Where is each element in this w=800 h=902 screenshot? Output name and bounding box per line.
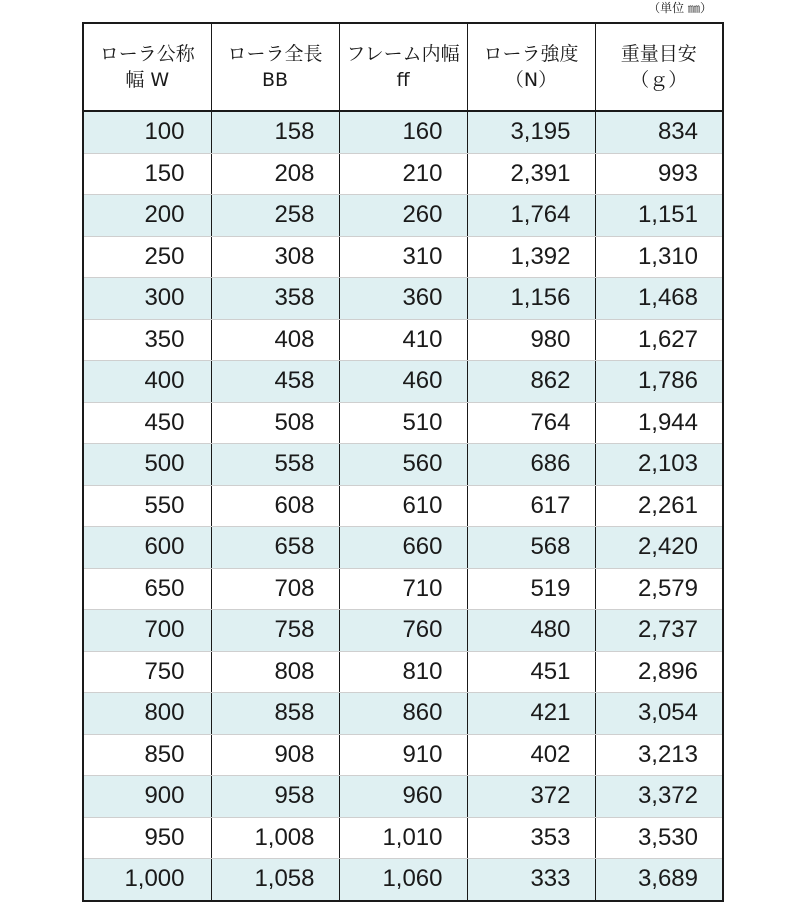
cell-frame-inner-width: 960: [339, 776, 467, 818]
cell-weight-estimate: 1,151: [595, 195, 723, 237]
cell-roller-strength: 862: [467, 361, 595, 403]
table-row: [83, 527, 723, 569]
table-row: [83, 319, 723, 361]
table-row: [83, 859, 723, 901]
table-row: [83, 568, 723, 610]
cell-total-length: 808: [211, 651, 339, 693]
cell-frame-inner-width: 260: [339, 195, 467, 237]
header-label: ローラ全長: [227, 43, 323, 65]
cell-frame-inner-width: 910: [339, 734, 467, 776]
header-sublabel: BB: [261, 69, 289, 91]
header-sublabel: （ｇ）: [630, 69, 688, 91]
cell-weight-estimate: 2,103: [595, 444, 723, 486]
cell-total-length: 1,058: [211, 859, 339, 901]
cell-weight-estimate: 3,054: [595, 693, 723, 735]
header-label: ローラ強度: [483, 43, 579, 65]
cell-roller-strength: 519: [467, 568, 595, 610]
table-row: [83, 236, 723, 278]
cell-frame-inner-width: 210: [339, 153, 467, 195]
cell-roller-strength: 333: [467, 859, 595, 901]
cell-weight-estimate: 3,372: [595, 776, 723, 818]
cell-frame-inner-width: 160: [339, 111, 467, 153]
cell-nominal-width: 100: [83, 111, 211, 153]
table-row: [83, 651, 723, 693]
cell-weight-estimate: 993: [595, 153, 723, 195]
cell-total-length: 708: [211, 568, 339, 610]
cell-roller-strength: 2,391: [467, 153, 595, 195]
cell-frame-inner-width: 760: [339, 610, 467, 652]
cell-frame-inner-width: 660: [339, 527, 467, 569]
header-total-length: [211, 23, 339, 111]
cell-weight-estimate: 3,213: [595, 734, 723, 776]
cell-roller-strength: 1,156: [467, 278, 595, 320]
header-sublabel: 幅 W: [125, 69, 170, 91]
cell-weight-estimate: 834: [595, 111, 723, 153]
cell-total-length: 658: [211, 527, 339, 569]
header-frame-inner-width: [339, 23, 467, 111]
cell-weight-estimate: 2,579: [595, 568, 723, 610]
cell-frame-inner-width: 710: [339, 568, 467, 610]
cell-roller-strength: 980: [467, 319, 595, 361]
cell-nominal-width: 500: [83, 444, 211, 486]
table-row: [83, 444, 723, 486]
cell-total-length: 608: [211, 485, 339, 527]
header-label: フレーム内幅: [346, 43, 460, 65]
cell-total-length: 908: [211, 734, 339, 776]
cell-weight-estimate: 2,420: [595, 527, 723, 569]
cell-roller-strength: 764: [467, 402, 595, 444]
cell-total-length: 758: [211, 610, 339, 652]
table-row: [83, 153, 723, 195]
cell-frame-inner-width: 610: [339, 485, 467, 527]
cell-roller-strength: 421: [467, 693, 595, 735]
cell-roller-strength: 686: [467, 444, 595, 486]
cell-frame-inner-width: 1,010: [339, 817, 467, 859]
header-nominal-width: [83, 23, 211, 111]
table-row: [83, 278, 723, 320]
cell-roller-strength: 568: [467, 527, 595, 569]
table-row: [83, 402, 723, 444]
cell-roller-strength: 372: [467, 776, 595, 818]
cell-frame-inner-width: 360: [339, 278, 467, 320]
cell-nominal-width: 600: [83, 527, 211, 569]
header-label: 重量目安: [620, 43, 697, 65]
cell-nominal-width: 650: [83, 568, 211, 610]
cell-roller-strength: 402: [467, 734, 595, 776]
cell-nominal-width: 700: [83, 610, 211, 652]
cell-roller-strength: 1,392: [467, 236, 595, 278]
cell-frame-inner-width: 460: [339, 361, 467, 403]
cell-total-length: 458: [211, 361, 339, 403]
table-row: [83, 361, 723, 403]
cell-total-length: 258: [211, 195, 339, 237]
cell-roller-strength: 480: [467, 610, 595, 652]
cell-weight-estimate: 1,786: [595, 361, 723, 403]
cell-nominal-width: 550: [83, 485, 211, 527]
cell-roller-strength: 3,195: [467, 111, 595, 153]
cell-weight-estimate: 1,310: [595, 236, 723, 278]
header-roller-strength: [467, 23, 595, 111]
table-row: [83, 195, 723, 237]
cell-total-length: 308: [211, 236, 339, 278]
table-row: [83, 693, 723, 735]
table-row: [83, 776, 723, 818]
cell-frame-inner-width: 560: [339, 444, 467, 486]
cell-nominal-width: 900: [83, 776, 211, 818]
table-row: [83, 610, 723, 652]
cell-weight-estimate: 1,468: [595, 278, 723, 320]
cell-nominal-width: 200: [83, 195, 211, 237]
cell-roller-strength: 451: [467, 651, 595, 693]
cell-nominal-width: 1,000: [83, 859, 211, 901]
cell-nominal-width: 850: [83, 734, 211, 776]
cell-nominal-width: 350: [83, 319, 211, 361]
cell-nominal-width: 450: [83, 402, 211, 444]
cell-total-length: 208: [211, 153, 339, 195]
cell-weight-estimate: 2,737: [595, 610, 723, 652]
cell-roller-strength: 1,764: [467, 195, 595, 237]
cell-nominal-width: 300: [83, 278, 211, 320]
cell-nominal-width: 950: [83, 817, 211, 859]
header-sublabel: ff: [396, 69, 410, 91]
cell-frame-inner-width: 860: [339, 693, 467, 735]
cell-weight-estimate: 2,261: [595, 485, 723, 527]
cell-nominal-width: 400: [83, 361, 211, 403]
cell-total-length: 1,008: [211, 817, 339, 859]
table-row: [83, 817, 723, 859]
cell-nominal-width: 800: [83, 693, 211, 735]
header-row: [83, 23, 723, 111]
cell-total-length: 358: [211, 278, 339, 320]
cell-frame-inner-width: 310: [339, 236, 467, 278]
cell-frame-inner-width: 510: [339, 402, 467, 444]
cell-total-length: 408: [211, 319, 339, 361]
table-row: [83, 485, 723, 527]
cell-total-length: 508: [211, 402, 339, 444]
header-label: ローラ公称: [99, 43, 195, 65]
cell-frame-inner-width: 410: [339, 319, 467, 361]
cell-weight-estimate: 3,530: [595, 817, 723, 859]
cell-nominal-width: 750: [83, 651, 211, 693]
cell-nominal-width: 150: [83, 153, 211, 195]
table-row: [83, 734, 723, 776]
cell-weight-estimate: 1,627: [595, 319, 723, 361]
header-sublabel: （N）: [504, 69, 558, 91]
cell-frame-inner-width: 1,060: [339, 859, 467, 901]
cell-weight-estimate: 1,944: [595, 402, 723, 444]
cell-total-length: 158: [211, 111, 339, 153]
roller-spec-table: [82, 22, 724, 902]
cell-total-length: 858: [211, 693, 339, 735]
cell-nominal-width: 250: [83, 236, 211, 278]
cell-roller-strength: 617: [467, 485, 595, 527]
table-body: [83, 111, 723, 901]
cell-frame-inner-width: 810: [339, 651, 467, 693]
cell-weight-estimate: 2,896: [595, 651, 723, 693]
table-row: [83, 111, 723, 153]
header-weight-estimate: [595, 23, 723, 111]
cell-total-length: 558: [211, 444, 339, 486]
cell-weight-estimate: 3,689: [595, 859, 723, 901]
cell-total-length: 958: [211, 776, 339, 818]
cell-roller-strength: 353: [467, 817, 595, 859]
unit-note: （単位 ㎜）: [648, 1, 712, 15]
